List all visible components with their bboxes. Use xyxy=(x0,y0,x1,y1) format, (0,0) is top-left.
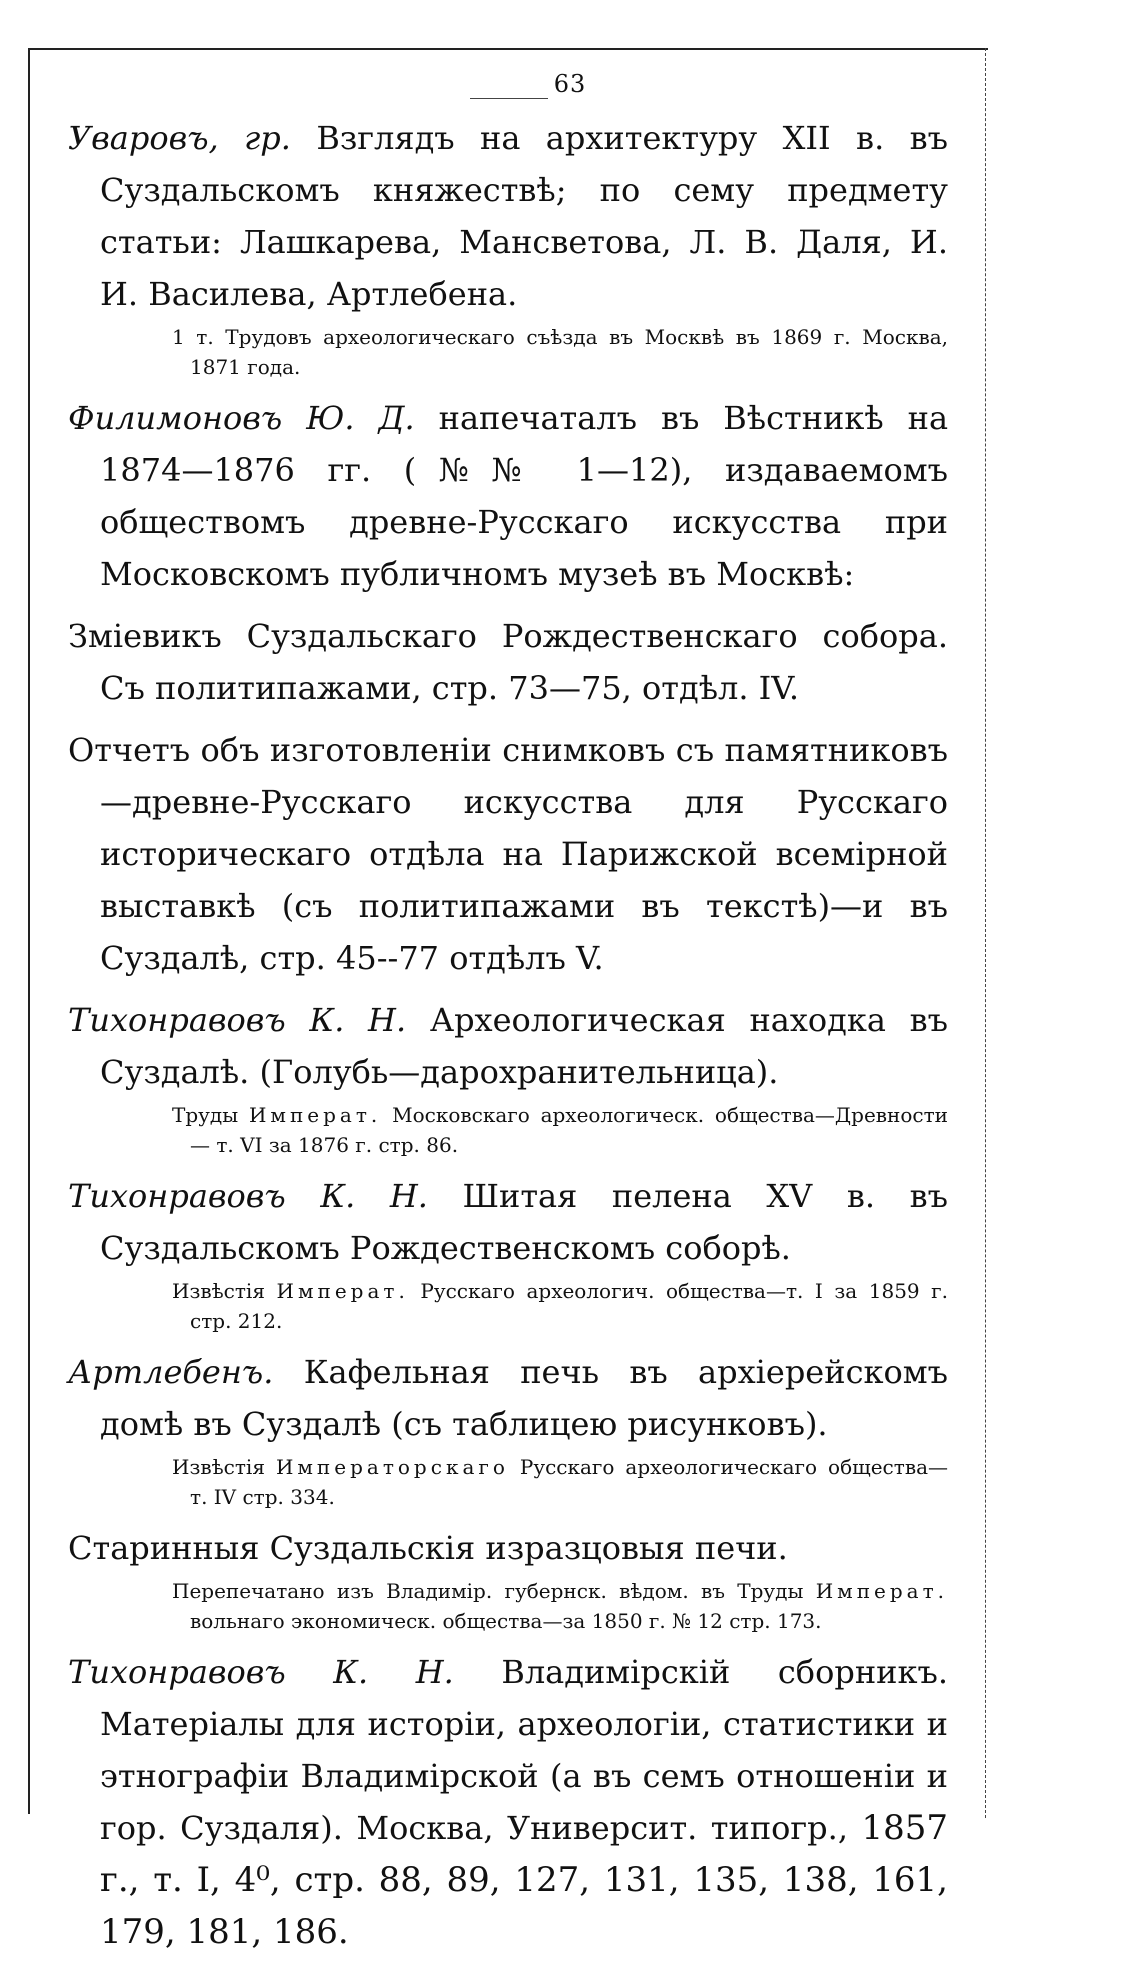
bibliography-entry xyxy=(68,610,948,714)
entry-title xyxy=(68,610,948,714)
bibliography-entry xyxy=(68,994,948,1160)
source-prefix: Извѣстія xyxy=(172,1279,265,1303)
bibliography-entry xyxy=(68,1646,948,1958)
entry-author: Уваровъ, гр. xyxy=(68,119,291,157)
source-spaced: Императорскаго xyxy=(275,1455,509,1479)
source-suffix: Московскаго археологическ. общества—Древности— т. VI за 1876 г. стр. 86. xyxy=(190,1103,949,1157)
bibliography-entry xyxy=(68,1346,948,1512)
source-suffix: вольнаго экономическ. общества—за 1850 г. № 12 стр. 173. xyxy=(190,1609,822,1633)
entry-author: Тихонравовъ К. Н. xyxy=(68,1653,454,1691)
bibliography-entry xyxy=(68,392,948,600)
entry-author: Тихонравовъ К. Н. xyxy=(68,1001,407,1039)
entry-source xyxy=(68,1276,948,1336)
entry-title xyxy=(68,1346,948,1450)
entry-text: Старинныя Суздальскія изразцовыя печи. xyxy=(68,1529,788,1567)
entry-title xyxy=(68,392,948,600)
entry-text: Взглядъ на архитектуру XII в. въ Суздальскомъ княжествѣ; по сему предмету статьи: Лашкарева, Мансветова, Л. В. Даля, И. И. Василева, Артлебена. xyxy=(100,119,949,313)
entry-title xyxy=(68,1646,948,1958)
entry-text: Шитая пелена XV в. въ Суздальскомъ Рождественскомъ соборѣ. xyxy=(100,1177,949,1267)
entry-text: напечаталъ въ Вѣстникѣ на 1874—1876 гг. (№№ 1—12), издаваемомъ обществомъ древне-Русскаго искусства при Московскомъ публичномъ музеѣ въ Москвѣ: xyxy=(100,399,949,593)
bibliography-entry xyxy=(68,1522,948,1636)
entry-author: Тихонравовъ К. Н. xyxy=(68,1177,428,1215)
entry-source xyxy=(68,1576,948,1636)
page-number: 63 xyxy=(553,70,587,98)
source-prefix: Извѣстія xyxy=(172,1455,265,1479)
entry-title xyxy=(68,1522,948,1574)
bibliography-entry xyxy=(68,1170,948,1336)
entry-text: Владимірскій сборникъ. Матеріалы для исторіи, археологіи, статистики и этнографіи Владимірской (а въ семъ отношеніи и гор. Суздаля). Москва, Университ. типогр., xyxy=(100,1653,948,1847)
bibliography-entry xyxy=(68,724,948,984)
source-spaced: Императ. xyxy=(815,1579,949,1603)
entry-title xyxy=(68,112,948,320)
entry-title xyxy=(68,994,948,1098)
entry-source xyxy=(68,1100,948,1160)
source-spaced: Императ. xyxy=(248,1103,382,1127)
source-spaced: Императ. xyxy=(276,1279,409,1303)
entry-title xyxy=(68,1170,948,1274)
source-suffix: Русскаго археологическаго общества— т. IV стр. 334. xyxy=(190,1455,949,1509)
entry-author: Артлебенъ. xyxy=(68,1353,274,1391)
page-number-rule xyxy=(470,98,548,99)
entry-page-refs: 1857 г., т. I, 4⁰, стр. 88, 89, 127, 131, 135, 138, 161, 179, 181, 186. xyxy=(100,1808,949,1952)
entry-source xyxy=(68,1452,948,1512)
source-suffix: Русскаго археологич. общества—т. I за 1859 г. стр. 212. xyxy=(190,1279,949,1333)
entry-text: Отчетъ объ изготовленіи снимковъ съ памятниковъ—древне-Русскаго искусства для Русскаго историческаго отдѣла на Парижской всемірной выставкѣ (съ политипажами въ текстѣ)—и въ Суздалѣ, стр. 45--77 отдѣлъ V. xyxy=(68,731,948,977)
page-frame-right-edge xyxy=(985,48,988,1818)
entry-title xyxy=(68,724,948,984)
entry-text: Археологическая находка въ Суздалѣ. (Голубь—дарохранительница). xyxy=(100,1001,949,1091)
entry-text: Кафельная печь въ архіерейскомъ домѣ въ Суздалѣ (съ таблицею рисунковъ). xyxy=(100,1353,949,1443)
source-prefix: Труды xyxy=(172,1103,239,1127)
entry-text: Зміевикъ Суздальскаго Рождественскаго собора. Съ политипажами, стр. 73—75, отдѣл. IV. xyxy=(68,617,948,707)
bibliography-list xyxy=(68,112,948,1968)
entry-author: Филимоновъ Ю. Д. xyxy=(68,399,415,437)
bibliography-entry xyxy=(68,112,948,382)
source-prefix: Перепечатано изъ Владимір. губернск. вѣдом. въ Труды xyxy=(172,1579,804,1603)
entry-source: 1 т. Трудовъ археологическаго съѣзда въ Москвѣ въ 1869 г. Москва, 1871 года. xyxy=(172,325,948,379)
